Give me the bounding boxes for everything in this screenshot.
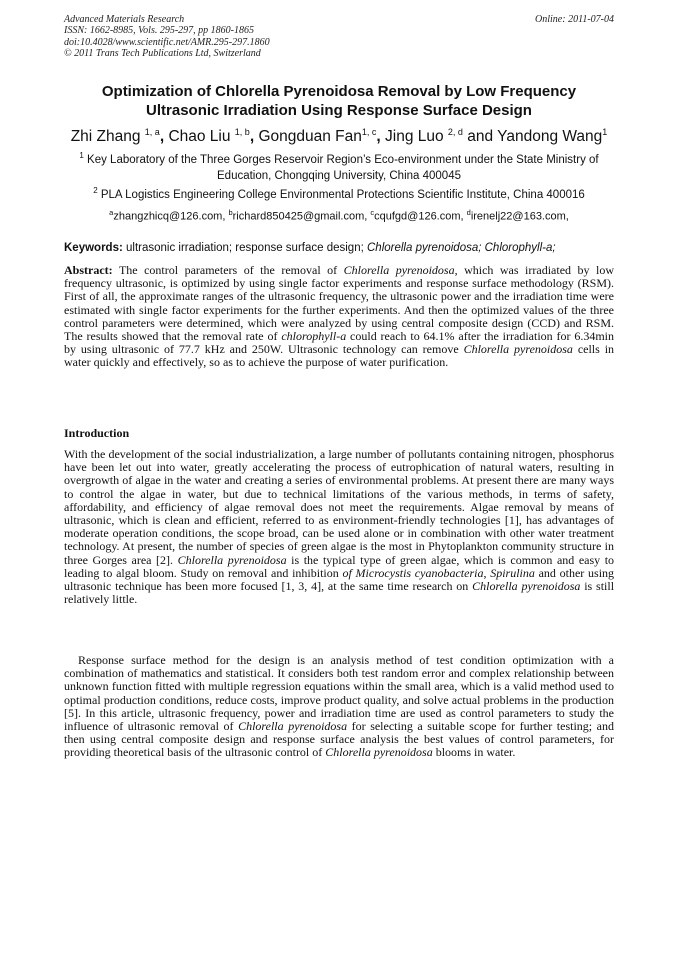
paragraph-text: and other using ultrasonic technique has been more focused [1, 3, 4], at the same time research on [64,565,615,594]
species-name: Chlorella pyrenoidosa [463,342,573,357]
author-name: Zhi Zhang [70,128,141,146]
journal-name: Advanced Materials Research [64,14,185,25]
keywords-label: Keywords: [64,242,123,254]
email-address[interactable]: cqufgd@126.com, [374,210,464,223]
species-name: of Microcystis cyanobacteria [342,565,484,580]
email-address[interactable]: irenelj22@163.com, [470,210,569,223]
email-address[interactable]: richard850425@gmail.com, [232,210,368,223]
author-affil-sup: 1 [602,127,608,137]
intro-paragraph-1 [64,448,614,606]
keywords-line [64,240,614,256]
author-name: Chao Liu [168,128,231,146]
journal-doi: doi:10.4028/www.scientific.net/AMR.295-297.1860 [64,36,270,48]
journal-copyright: © 2011 Trans Tech Publications Ltd, Switzerland [64,48,261,60]
abstract-text: could reach to 64.1% after the irradiation for 6.34min by using ultrasonic of 77.7 kHz and 250W. Ultrasonic technology can remove [64,329,615,357]
paragraph-text: is still relatively little. [64,579,615,607]
author-separator: and [467,128,494,146]
section-heading: Introduction [64,426,130,440]
author-separator: , [376,128,381,146]
author-affil-sup: 2, d [447,127,463,137]
email-sup: d [466,208,471,217]
keywords-plain: ultrasonic irradiation; response surface design; [126,242,364,254]
species-name: Chlorella pyrenoidosa [238,719,348,734]
species-name: Chlorella pyrenoidosa [177,552,287,567]
email-sup: c [370,208,375,217]
affiliation-text: Key Laboratory of the Three Gorges Reservoir Region’s Eco-environment under the State Ministry of Education, Chongqing University, China 400045 [87,153,599,182]
affiliation [64,183,614,203]
intro-paragraph-2 [64,654,614,760]
paragraph-text: , [483,565,487,580]
paper-title: Optimization of Chlorella Pyrenoidosa Removal by Low Frequency Ultrasonic Irradiation Using Response Surface Design [101,83,577,119]
abstract-text: cells in water quickly and effectively, so as to achieve the purpose of water purification. [64,342,615,370]
paragraph-text: With the development of the social industrialization, a large number of pollutants containing nitrogen, phosphorus have been let out into water, greatly accelerating the process of eutrophication of natural waters, resulting in overgrowth of algae in the water and creating a series of environmental problems. At present there are many ways to control the algae in water, but due to technical limitations of the various methods, in terms of safety, affordability, and efficiency of algae removal does not meet the requirements. Algae removal by means of ultrasonic, which is clean and efficient, referred to as environment-friendly technologies [1], has advantages of moderate operation conditions, the scope broad, can be used alone or in combination with other water treatment technology. At present, the number of species of green algae is the most in Phytoplankton community structure in three Gorges area [2]. [64,447,614,567]
affiliation [64,148,614,184]
author-affil-sup: 1, c [361,127,377,137]
author-list [64,122,614,147]
online-date: Online: 2011-07-04 [535,14,614,25]
email-sup: b [228,208,233,217]
species-name: Chlorella pyrenoidosa [325,745,433,760]
author-affil-sup: 1, a [144,127,160,137]
email-list [64,205,614,225]
abstract [64,264,614,370]
keywords-italic: Chlorella pyrenoidosa; Chlorophyll-a; [367,242,556,254]
paragraph-text: for selecting a suitable scope for further testing; and then using central composite design and response surface analysis the best values of control parameters, for providing theoretical basis of the ultrasonic control of [64,719,615,760]
author-name: Yandong Wang [497,128,603,146]
paragraph-text: is the typical type of green algae, which is common and easy to leading to algal bloom. Study on removal and inhibition [64,552,615,580]
abstract-text: , which was irradiated by low frequency ultrasonic, is optimized by using single factor experiments and response surface methodology (RSM). First of all, the approximate ranges of the ultrasonic frequency, the ultrasonic power and the irradiation time were estimated with single factor experiments for the further experiments. And then the optimized values of the three control parameters were determined, which were analyzed by using central composite design (CCD) and RSM. The results showed that the removal rate of [64,263,614,344]
author-name: Gongduan Fan [258,128,362,146]
abstract-label: Abstract: [64,263,113,277]
author-name: Jing Luo [385,128,444,146]
affiliation-text: PLA Logistics Engineering College Environmental Protections Scientific Institute, China 400016 [100,188,585,201]
email-address[interactable]: zhangzhicq@126.com, [113,210,226,223]
journal-header [64,14,614,60]
abstract-text: The control parameters of the removal of [118,263,338,277]
species-name: Chlorella pyrenoidosa [472,579,581,594]
email-sup: a [109,208,114,217]
species-name: Spirulina [490,565,535,580]
species-name: Chlorella pyrenoidosa [343,263,455,277]
author-affil-sup: 1, b [234,127,250,137]
journal-issn: ISSN: 1662-8985, Vols. 295-297, pp 1860-1865 [64,25,254,37]
author-separator: , [249,128,255,146]
paragraph-text: Response surface method for the design is an analysis method of test condition optimization with a combination of mathematics and statistical. It considers both test random error and complex relationship between unknown function fitted with multiple regression equations within the small area, which is a valid method used to optimal production conditions, reduce costs, improve product quality, and solve actual problems in the production [5]. In this article, ultrasonic frequency, power and irradiation time are used as control parameters to study the influence of ultrasonic removal of [64,653,614,734]
author-separator: , [159,128,165,146]
paragraph-text: blooms in water. [435,745,516,760]
affiliation-sup: 2 [93,186,98,195]
species-name: chlorophyll-a [281,329,347,344]
affiliation-sup: 1 [79,151,84,160]
